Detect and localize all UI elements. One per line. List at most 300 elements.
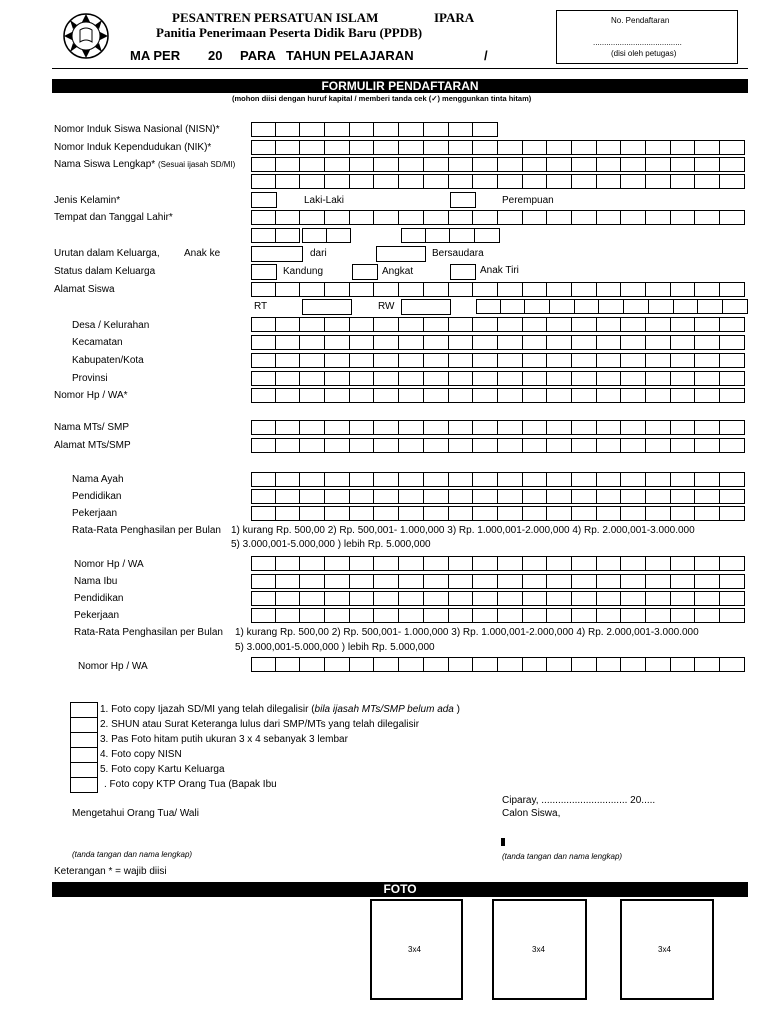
- cell[interactable]: [621, 591, 646, 606]
- cell[interactable]: [449, 388, 474, 403]
- cell[interactable]: [424, 472, 449, 487]
- cell[interactable]: [646, 506, 671, 521]
- cell[interactable]: [695, 438, 720, 453]
- cell[interactable]: [374, 556, 399, 571]
- cells-desa[interactable]: [251, 317, 745, 332]
- cell[interactable]: [547, 591, 572, 606]
- cells-tanggal-b[interactable]: [302, 228, 351, 243]
- cell[interactable]: [473, 122, 498, 137]
- cells-hp-ayah[interactable]: [251, 556, 745, 571]
- cell[interactable]: [597, 174, 622, 189]
- cell[interactable]: [276, 371, 301, 386]
- cell[interactable]: [547, 420, 572, 435]
- cell[interactable]: [374, 353, 399, 368]
- cell[interactable]: [449, 371, 474, 386]
- cells-kabupaten[interactable]: [251, 353, 745, 368]
- cell[interactable]: [424, 438, 449, 453]
- cell[interactable]: [720, 438, 745, 453]
- cell[interactable]: [251, 317, 276, 332]
- cell[interactable]: [621, 371, 646, 386]
- cell[interactable]: [350, 174, 375, 189]
- cell[interactable]: [424, 282, 449, 297]
- cell[interactable]: [424, 371, 449, 386]
- cell[interactable]: [646, 140, 671, 155]
- cell[interactable]: [597, 472, 622, 487]
- cell[interactable]: [399, 591, 424, 606]
- cell[interactable]: [251, 210, 276, 225]
- cell[interactable]: [449, 556, 474, 571]
- cell[interactable]: [695, 556, 720, 571]
- cell[interactable]: [424, 574, 449, 589]
- cell[interactable]: [325, 608, 350, 623]
- cell[interactable]: [646, 574, 671, 589]
- cell[interactable]: [671, 371, 696, 386]
- cell[interactable]: [523, 556, 548, 571]
- cell[interactable]: [695, 608, 720, 623]
- cell[interactable]: [473, 657, 498, 672]
- cell[interactable]: [449, 657, 474, 672]
- cells-hp-ibu[interactable]: [251, 657, 745, 672]
- cell[interactable]: [325, 438, 350, 453]
- cell[interactable]: [621, 608, 646, 623]
- cell[interactable]: [473, 388, 498, 403]
- cells-nama-2[interactable]: [251, 174, 745, 189]
- cell[interactable]: [300, 122, 325, 137]
- cell[interactable]: [399, 282, 424, 297]
- cells-nama-mts[interactable]: [251, 420, 745, 435]
- cell[interactable]: [523, 353, 548, 368]
- cell[interactable]: [276, 210, 301, 225]
- cell[interactable]: [621, 506, 646, 521]
- cell[interactable]: [695, 420, 720, 435]
- cell[interactable]: [350, 489, 375, 504]
- cell[interactable]: [646, 657, 671, 672]
- cell[interactable]: [399, 317, 424, 332]
- cell[interactable]: [449, 438, 474, 453]
- cell[interactable]: [473, 210, 498, 225]
- cell[interactable]: [498, 371, 523, 386]
- cell[interactable]: [374, 472, 399, 487]
- cell[interactable]: [523, 574, 548, 589]
- cells-nama-1[interactable]: [251, 157, 745, 172]
- cell[interactable]: [473, 174, 498, 189]
- cell[interactable]: [374, 438, 399, 453]
- cell[interactable]: [523, 282, 548, 297]
- cell[interactable]: [621, 282, 646, 297]
- cell[interactable]: [597, 506, 622, 521]
- cell[interactable]: [350, 472, 375, 487]
- cell[interactable]: [572, 657, 597, 672]
- cell[interactable]: [671, 157, 696, 172]
- cell[interactable]: [547, 353, 572, 368]
- cell[interactable]: [350, 210, 375, 225]
- cell[interactable]: [276, 353, 301, 368]
- cell[interactable]: [671, 174, 696, 189]
- cell[interactable]: [300, 335, 325, 350]
- cell[interactable]: [523, 608, 548, 623]
- cell[interactable]: [671, 140, 696, 155]
- cell[interactable]: [572, 489, 597, 504]
- cell[interactable]: [424, 353, 449, 368]
- cell[interactable]: [720, 657, 745, 672]
- cell[interactable]: [473, 140, 498, 155]
- cell[interactable]: [646, 282, 671, 297]
- cell[interactable]: [251, 122, 276, 137]
- cell[interactable]: [621, 472, 646, 487]
- cell[interactable]: [449, 506, 474, 521]
- cell[interactable]: [276, 174, 301, 189]
- cell[interactable]: [671, 210, 696, 225]
- cell[interactable]: [276, 122, 301, 137]
- cells-pendidikan-ayah[interactable]: [251, 489, 745, 504]
- cell[interactable]: [276, 591, 301, 606]
- cell[interactable]: [695, 282, 720, 297]
- cell[interactable]: [251, 591, 276, 606]
- cell[interactable]: [325, 489, 350, 504]
- cell[interactable]: [424, 591, 449, 606]
- cell[interactable]: [671, 438, 696, 453]
- cell[interactable]: [572, 174, 597, 189]
- cell[interactable]: [621, 420, 646, 435]
- cell[interactable]: [374, 282, 399, 297]
- cell[interactable]: [327, 228, 352, 243]
- cell[interactable]: [547, 157, 572, 172]
- cell[interactable]: [547, 438, 572, 453]
- cell[interactable]: [720, 608, 745, 623]
- cell[interactable]: [350, 335, 375, 350]
- cell[interactable]: [251, 157, 276, 172]
- cell[interactable]: [251, 140, 276, 155]
- cell[interactable]: [572, 140, 597, 155]
- cell[interactable]: [720, 157, 745, 172]
- cell[interactable]: [720, 174, 745, 189]
- cell[interactable]: [276, 282, 301, 297]
- cell[interactable]: [424, 157, 449, 172]
- cell[interactable]: [671, 282, 696, 297]
- cell[interactable]: [473, 420, 498, 435]
- cell[interactable]: [251, 371, 276, 386]
- cell[interactable]: [720, 574, 745, 589]
- cell[interactable]: [720, 420, 745, 435]
- cell[interactable]: [646, 174, 671, 189]
- cell[interactable]: [350, 353, 375, 368]
- cell[interactable]: [597, 489, 622, 504]
- cell[interactable]: [498, 608, 523, 623]
- cell[interactable]: [476, 299, 501, 314]
- cell[interactable]: [473, 371, 498, 386]
- cell[interactable]: [597, 438, 622, 453]
- cell[interactable]: [572, 335, 597, 350]
- input-anak-ke[interactable]: [251, 246, 303, 262]
- cell[interactable]: [399, 420, 424, 435]
- cell[interactable]: [547, 282, 572, 297]
- cell[interactable]: [720, 317, 745, 332]
- cell[interactable]: [498, 210, 523, 225]
- check-ijazah[interactable]: [70, 702, 98, 718]
- cell[interactable]: [646, 556, 671, 571]
- cell[interactable]: [399, 140, 424, 155]
- check-shun[interactable]: [70, 717, 98, 733]
- cell[interactable]: [695, 140, 720, 155]
- cell[interactable]: [374, 420, 399, 435]
- cell[interactable]: [350, 591, 375, 606]
- cell[interactable]: [449, 472, 474, 487]
- cell[interactable]: [251, 489, 276, 504]
- cell[interactable]: [695, 317, 720, 332]
- cells-tanggal-a[interactable]: [251, 228, 300, 243]
- cell[interactable]: [374, 122, 399, 137]
- cell[interactable]: [449, 122, 474, 137]
- cell[interactable]: [251, 228, 276, 243]
- cell[interactable]: [498, 574, 523, 589]
- cell[interactable]: [399, 388, 424, 403]
- cell[interactable]: [300, 556, 325, 571]
- cell[interactable]: [449, 591, 474, 606]
- cell[interactable]: [325, 317, 350, 332]
- cells-rt-rw-tail[interactable]: [476, 299, 748, 314]
- cell[interactable]: [276, 388, 301, 403]
- cell[interactable]: [450, 228, 475, 243]
- cell[interactable]: [300, 174, 325, 189]
- cell[interactable]: [671, 608, 696, 623]
- cell[interactable]: [695, 591, 720, 606]
- cell[interactable]: [350, 317, 375, 332]
- input-rw[interactable]: [401, 299, 451, 315]
- cell[interactable]: [498, 388, 523, 403]
- cell[interactable]: [646, 157, 671, 172]
- cell[interactable]: [646, 353, 671, 368]
- cell[interactable]: [695, 388, 720, 403]
- cell[interactable]: [621, 574, 646, 589]
- cell[interactable]: [671, 591, 696, 606]
- cell[interactable]: [449, 335, 474, 350]
- cell[interactable]: [572, 420, 597, 435]
- cell[interactable]: [325, 591, 350, 606]
- cell[interactable]: [251, 574, 276, 589]
- cell[interactable]: [300, 489, 325, 504]
- cell[interactable]: [575, 299, 600, 314]
- cell[interactable]: [547, 657, 572, 672]
- cell[interactable]: [547, 472, 572, 487]
- cell[interactable]: [720, 353, 745, 368]
- cell[interactable]: [399, 489, 424, 504]
- cell[interactable]: [449, 489, 474, 504]
- cell[interactable]: [350, 574, 375, 589]
- cell[interactable]: [572, 388, 597, 403]
- cell[interactable]: [473, 574, 498, 589]
- cell[interactable]: [523, 174, 548, 189]
- cell[interactable]: [671, 420, 696, 435]
- cell[interactable]: [251, 388, 276, 403]
- cell[interactable]: [498, 489, 523, 504]
- cell[interactable]: [325, 157, 350, 172]
- cell[interactable]: [276, 420, 301, 435]
- cell[interactable]: [325, 282, 350, 297]
- cell[interactable]: [449, 317, 474, 332]
- cell[interactable]: [498, 140, 523, 155]
- cell[interactable]: [374, 210, 399, 225]
- cell[interactable]: [646, 317, 671, 332]
- cell[interactable]: [424, 489, 449, 504]
- cell[interactable]: [597, 371, 622, 386]
- cell[interactable]: [473, 317, 498, 332]
- cell[interactable]: [449, 174, 474, 189]
- cell[interactable]: [695, 157, 720, 172]
- cell[interactable]: [572, 472, 597, 487]
- cell[interactable]: [498, 335, 523, 350]
- cell[interactable]: [720, 472, 745, 487]
- cell[interactable]: [399, 371, 424, 386]
- cell[interactable]: [473, 608, 498, 623]
- cell[interactable]: [401, 228, 426, 243]
- cell[interactable]: [350, 140, 375, 155]
- cell[interactable]: [424, 608, 449, 623]
- cell[interactable]: [424, 174, 449, 189]
- cell[interactable]: [325, 657, 350, 672]
- cell[interactable]: [300, 388, 325, 403]
- cell[interactable]: [523, 506, 548, 521]
- cell[interactable]: [597, 335, 622, 350]
- cell[interactable]: [251, 506, 276, 521]
- cell[interactable]: [621, 140, 646, 155]
- cell[interactable]: [597, 282, 622, 297]
- cell[interactable]: [325, 556, 350, 571]
- cell[interactable]: [300, 282, 325, 297]
- cell[interactable]: [621, 353, 646, 368]
- cell[interactable]: [325, 210, 350, 225]
- cell[interactable]: [646, 335, 671, 350]
- cell[interactable]: [374, 657, 399, 672]
- cell[interactable]: [300, 371, 325, 386]
- cell[interactable]: [424, 506, 449, 521]
- cell[interactable]: [374, 335, 399, 350]
- cell[interactable]: [695, 210, 720, 225]
- cell[interactable]: [399, 157, 424, 172]
- cell[interactable]: [572, 353, 597, 368]
- cell[interactable]: [399, 122, 424, 137]
- cell[interactable]: [720, 591, 745, 606]
- reg-number-field[interactable]: ........................................: [593, 38, 682, 47]
- cells-alamat[interactable]: [251, 282, 745, 297]
- photo-box-1[interactable]: [370, 899, 463, 1000]
- cell[interactable]: [720, 282, 745, 297]
- cell[interactable]: [374, 317, 399, 332]
- cell[interactable]: [399, 335, 424, 350]
- cell[interactable]: [300, 591, 325, 606]
- cell[interactable]: [498, 317, 523, 332]
- cell[interactable]: [720, 506, 745, 521]
- cell[interactable]: [350, 157, 375, 172]
- cell[interactable]: [646, 489, 671, 504]
- cell[interactable]: [597, 353, 622, 368]
- checkbox-laki-laki[interactable]: [251, 192, 277, 208]
- cells-nik[interactable]: [251, 140, 745, 155]
- cell[interactable]: [473, 157, 498, 172]
- cell[interactable]: [498, 472, 523, 487]
- check-kk[interactable]: [70, 762, 98, 778]
- cells-nama-ayah[interactable]: [251, 472, 745, 487]
- cell[interactable]: [325, 472, 350, 487]
- checkbox-kandung[interactable]: [251, 264, 277, 280]
- checkbox-angkat[interactable]: [352, 264, 378, 280]
- cell[interactable]: [325, 122, 350, 137]
- cells-alamat-mts[interactable]: [251, 438, 745, 453]
- cell[interactable]: [276, 317, 301, 332]
- cell[interactable]: [276, 228, 301, 243]
- cell[interactable]: [498, 438, 523, 453]
- cell[interactable]: [523, 371, 548, 386]
- cell[interactable]: [449, 608, 474, 623]
- cell[interactable]: [720, 140, 745, 155]
- cell[interactable]: [424, 388, 449, 403]
- cells-tempat[interactable]: [251, 210, 745, 225]
- cell[interactable]: [325, 335, 350, 350]
- check-pas-foto[interactable]: [70, 732, 98, 748]
- checkbox-perempuan[interactable]: [450, 192, 476, 208]
- cell[interactable]: [523, 157, 548, 172]
- cell[interactable]: [276, 472, 301, 487]
- cell[interactable]: [498, 420, 523, 435]
- cell[interactable]: [449, 574, 474, 589]
- cell[interactable]: [251, 174, 276, 189]
- cell[interactable]: [597, 317, 622, 332]
- cell[interactable]: [621, 556, 646, 571]
- cell[interactable]: [671, 657, 696, 672]
- cell[interactable]: [597, 591, 622, 606]
- cell[interactable]: [276, 157, 301, 172]
- cell[interactable]: [671, 489, 696, 504]
- cell[interactable]: [646, 591, 671, 606]
- cell[interactable]: [572, 556, 597, 571]
- cell[interactable]: [621, 388, 646, 403]
- cell[interactable]: [695, 335, 720, 350]
- cell[interactable]: [424, 140, 449, 155]
- cells-nama-ibu[interactable]: [251, 574, 745, 589]
- checkbox-anak-tiri[interactable]: [450, 264, 476, 280]
- cell[interactable]: [671, 556, 696, 571]
- cell[interactable]: [276, 556, 301, 571]
- cell[interactable]: [621, 438, 646, 453]
- cell[interactable]: [374, 591, 399, 606]
- cell[interactable]: [325, 140, 350, 155]
- cell[interactable]: [473, 353, 498, 368]
- cell[interactable]: [624, 299, 649, 314]
- cell[interactable]: [374, 157, 399, 172]
- cell[interactable]: [374, 506, 399, 521]
- cell[interactable]: [572, 210, 597, 225]
- cell[interactable]: [399, 353, 424, 368]
- cell[interactable]: [276, 574, 301, 589]
- cell[interactable]: [374, 140, 399, 155]
- cell[interactable]: [276, 506, 301, 521]
- cell[interactable]: [547, 317, 572, 332]
- cell[interactable]: [572, 438, 597, 453]
- cell[interactable]: [498, 353, 523, 368]
- cell[interactable]: [597, 574, 622, 589]
- cell[interactable]: [523, 420, 548, 435]
- cell[interactable]: [498, 282, 523, 297]
- cell[interactable]: [597, 657, 622, 672]
- cells-pekerjaan-ibu[interactable]: [251, 608, 745, 623]
- cell[interactable]: [350, 371, 375, 386]
- cell[interactable]: [300, 506, 325, 521]
- cell[interactable]: [251, 556, 276, 571]
- cell[interactable]: [523, 489, 548, 504]
- cell[interactable]: [621, 317, 646, 332]
- cell[interactable]: [251, 657, 276, 672]
- cell[interactable]: [674, 299, 699, 314]
- cells-tanggal-c[interactable]: [401, 228, 500, 243]
